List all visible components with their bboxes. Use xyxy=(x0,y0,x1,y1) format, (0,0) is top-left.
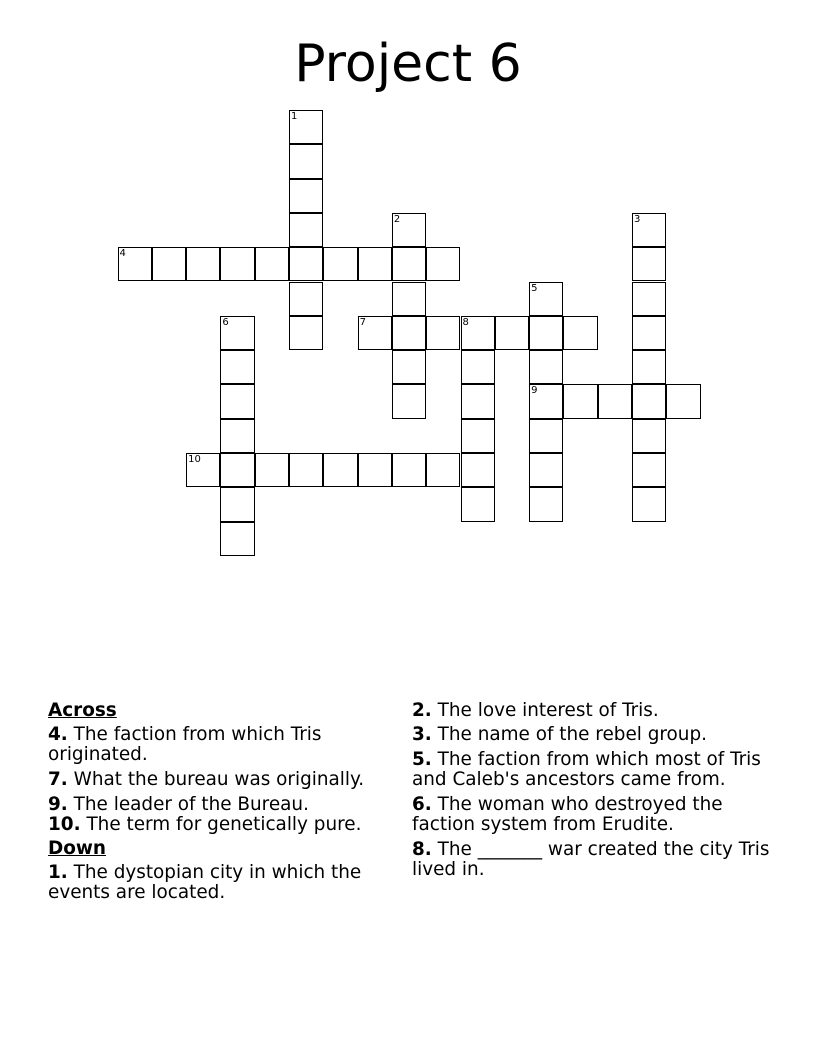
grid-cell[interactable] xyxy=(323,453,357,487)
grid-cell[interactable] xyxy=(632,419,666,453)
grid-cell[interactable] xyxy=(461,487,495,521)
grid-cell[interactable] xyxy=(186,247,220,281)
grid-cell[interactable] xyxy=(392,453,426,487)
grid-cell[interactable] xyxy=(392,282,426,316)
grid-cell[interactable] xyxy=(392,247,426,281)
clue-text: The dystopian city in which the events are located. xyxy=(48,862,362,903)
grid-cell[interactable] xyxy=(392,213,426,247)
grid-cell[interactable] xyxy=(495,316,529,350)
clue-across-7 xyxy=(48,770,408,790)
cell-number: 10 xyxy=(188,454,201,465)
clue-text: The faction from which Tris originated. xyxy=(48,724,322,765)
cell-number: 6 xyxy=(222,316,229,328)
grid-cell[interactable] xyxy=(289,213,323,247)
clue-number: 7. xyxy=(48,769,68,790)
grid-cell[interactable] xyxy=(392,316,426,350)
grid-cell[interactable] xyxy=(632,453,666,487)
grid-cell[interactable] xyxy=(220,453,254,487)
grid-cell[interactable] xyxy=(220,350,254,384)
clue-down-5 xyxy=(412,750,782,790)
grid-cell[interactable] xyxy=(632,350,666,384)
cell-number: 2 xyxy=(393,213,401,225)
grid-cell[interactable] xyxy=(632,316,666,350)
clue-number: 6. xyxy=(412,794,432,815)
grid-cell[interactable] xyxy=(461,384,495,418)
grid-cell[interactable] xyxy=(461,419,495,453)
clue-text: The name of the rebel group. xyxy=(437,724,707,745)
down-heading: Down xyxy=(48,838,106,859)
grid-cell[interactable] xyxy=(220,247,254,281)
cell-number: 5 xyxy=(531,282,538,294)
grid-cell[interactable] xyxy=(461,316,495,350)
grid-cell[interactable] xyxy=(358,316,392,350)
grid-cell[interactable] xyxy=(220,316,254,350)
clue-down-3 xyxy=(412,725,782,745)
grid-cell[interactable] xyxy=(666,384,700,418)
grid-cell[interactable] xyxy=(529,350,563,384)
clue-number: 5. xyxy=(412,749,432,770)
cell-number: 9 xyxy=(531,385,538,397)
grid-cell[interactable] xyxy=(426,247,460,281)
grid-cell[interactable] xyxy=(152,247,186,281)
grid-cell[interactable] xyxy=(220,384,254,418)
grid-cell[interactable] xyxy=(426,316,460,350)
grid-cell[interactable] xyxy=(186,453,220,487)
grid-cell[interactable] xyxy=(529,419,563,453)
clue-number: 1. xyxy=(48,862,68,883)
grid-cell[interactable] xyxy=(632,213,666,247)
grid-cell[interactable] xyxy=(289,316,323,350)
cell-number: 4 xyxy=(119,248,126,260)
grid-cell[interactable] xyxy=(392,350,426,384)
grid-cell[interactable] xyxy=(632,487,666,521)
grid-cell[interactable] xyxy=(529,282,563,316)
grid-cell[interactable] xyxy=(220,419,254,453)
grid-cell[interactable] xyxy=(289,282,323,316)
grid-cell[interactable] xyxy=(632,384,666,418)
grid-cell[interactable] xyxy=(461,350,495,384)
grid-cell[interactable] xyxy=(392,384,426,418)
clue-text: The leader of the Bureau. xyxy=(73,794,309,815)
grid-cell[interactable] xyxy=(220,522,254,556)
clue-text: What the bureau was originally. xyxy=(73,769,365,790)
grid-cell[interactable] xyxy=(358,453,392,487)
grid-cell[interactable] xyxy=(529,453,563,487)
grid-cell[interactable] xyxy=(323,247,357,281)
clue-down-2 xyxy=(412,701,782,721)
clue-number: 2. xyxy=(412,700,432,721)
grid-cell[interactable] xyxy=(289,247,323,281)
grid-cell[interactable] xyxy=(632,247,666,281)
clue-across-10 xyxy=(48,815,408,835)
clue-text: The woman who destroyed the faction system from Erudite. xyxy=(412,794,723,835)
clue-text: The faction from which most of Tris and Caleb's ancestors came from. xyxy=(412,749,761,790)
cell-number: 3 xyxy=(634,213,641,225)
clue-down-8 xyxy=(412,840,782,880)
cell-number: 1 xyxy=(291,111,298,122)
grid-cell[interactable] xyxy=(529,384,563,418)
grid-cell[interactable] xyxy=(255,453,289,487)
grid-cell[interactable] xyxy=(598,384,632,418)
clue-text: The _______ war created the city Tris lived in. xyxy=(412,839,770,880)
grid-cell[interactable] xyxy=(255,247,289,281)
grid-cell[interactable] xyxy=(289,179,323,213)
grid-cell[interactable] xyxy=(563,316,597,350)
grid-cell[interactable] xyxy=(289,144,323,178)
grid-cell[interactable] xyxy=(220,487,254,521)
across-heading: Across xyxy=(48,700,117,721)
clue-across-4 xyxy=(48,725,408,765)
page-title: Project 6 xyxy=(294,34,522,94)
grid-cell[interactable] xyxy=(358,247,392,281)
grid-cell[interactable] xyxy=(289,453,323,487)
grid-cell[interactable] xyxy=(563,384,597,418)
clue-number: 8. xyxy=(412,839,432,860)
clue-down-6 xyxy=(412,795,782,835)
clue-across-9 xyxy=(48,795,408,815)
clue-down-1 xyxy=(48,863,408,903)
grid-cell[interactable] xyxy=(632,282,666,316)
cell-number: 7 xyxy=(359,316,366,328)
grid-cell[interactable] xyxy=(461,453,495,487)
grid-cell[interactable] xyxy=(529,487,563,521)
clues-left-column xyxy=(48,701,408,908)
grid-cell[interactable] xyxy=(529,316,563,350)
clue-number: 3. xyxy=(412,724,432,745)
clue-text: The term for genetically pure. xyxy=(86,814,362,835)
cell-number: 8 xyxy=(462,316,469,328)
clue-number: 9. xyxy=(48,794,68,815)
grid-cell[interactable] xyxy=(426,453,460,487)
clues-right-column xyxy=(412,701,782,885)
grid-cell[interactable] xyxy=(289,110,323,144)
grid-cell[interactable] xyxy=(118,247,152,281)
clue-number: 4. xyxy=(48,724,68,745)
clue-number: 10. xyxy=(48,814,81,835)
clue-text: The love interest of Tris. xyxy=(437,700,659,721)
